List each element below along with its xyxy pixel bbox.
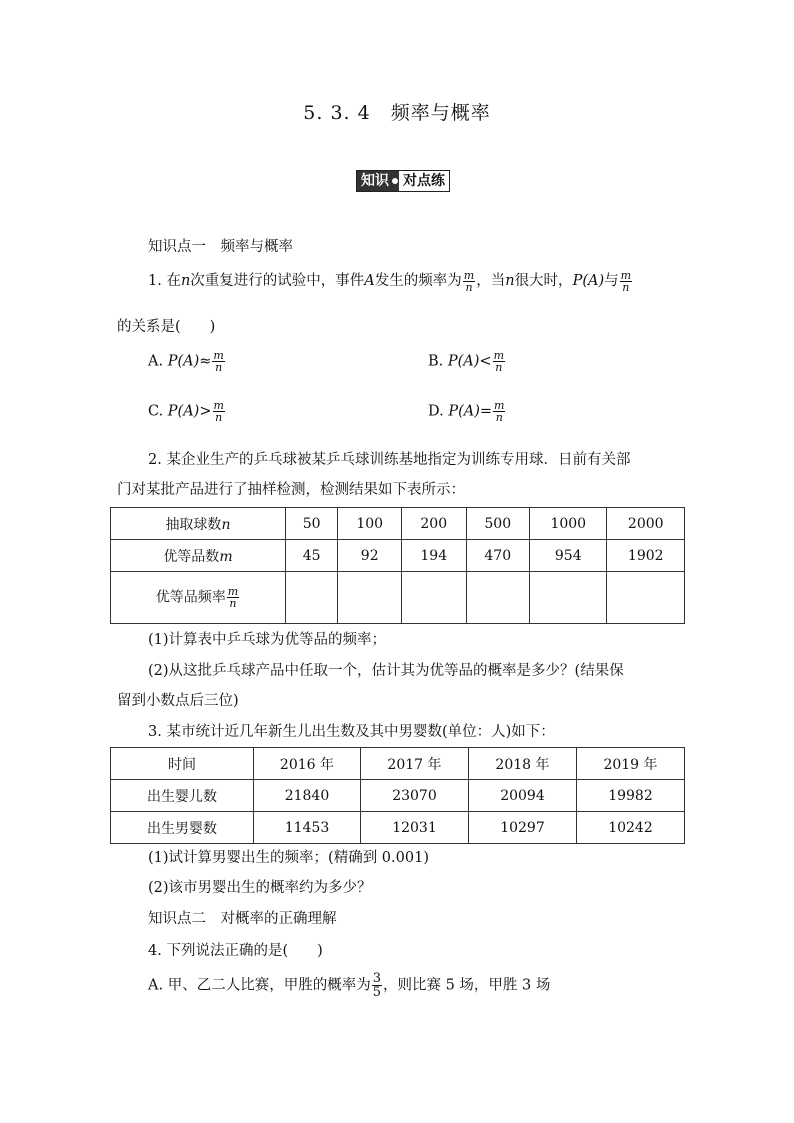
- table-header-cell: 2016 年: [253, 748, 360, 780]
- question-3-sub2: (2)该市男婴出生的概率约为多少？: [148, 880, 372, 896]
- page-title: 5. 3. 4 频率与概率: [303, 102, 491, 124]
- table-header-cell: 2018 年: [468, 748, 576, 780]
- table-cell-empty[interactable]: [401, 572, 466, 624]
- badge-left: 知识: [357, 171, 393, 191]
- table-cell: 194: [401, 540, 466, 572]
- question-2-sub2a: (2)从这批乒乓球产品中任取一个，估计其为优等品的概率是多少？(结果保: [148, 663, 624, 679]
- table-cell: 12031: [360, 812, 468, 844]
- fraction-3-5: $\frac{3}{5}$: [372, 971, 381, 1000]
- birth-table: [110, 747, 685, 844]
- table-cell-empty[interactable]: [285, 572, 338, 624]
- table-cell-empty[interactable]: [466, 572, 530, 624]
- fraction-m-n: $\frac{m}{n}$: [463, 268, 475, 294]
- question-3-line1: 3. 某市统计近几年新生儿出生数及其中男婴数(单位：人)如下：: [148, 724, 555, 740]
- question-4-line1: 4. 下列说法正确的是( ): [148, 943, 323, 959]
- option-b[interactable]: B. P(A)< $\frac{m}{n}$: [428, 349, 505, 374]
- table-header-cell: 2017 年: [360, 748, 468, 780]
- badge-right: 对点练: [399, 171, 449, 191]
- section-badge: [356, 170, 450, 192]
- table-cell: 10297: [468, 812, 576, 844]
- option-d[interactable]: D. P(A)= $\frac{m}{n}$: [428, 399, 505, 424]
- table-cell-empty[interactable]: [338, 572, 402, 624]
- table-cell: 1000: [530, 508, 607, 540]
- table-cell: 92: [338, 540, 402, 572]
- option-a[interactable]: A. P(A)≈ $\frac{m}{n}$: [148, 349, 224, 374]
- table-cell: 11453: [253, 812, 360, 844]
- question-4-option-a[interactable]: A. 甲、乙二人比赛，甲胜的概率为 $\frac{3}{5}$ ，则比赛 5 场，甲胜 3 场: [148, 971, 551, 1000]
- table-cell: 10242: [576, 812, 684, 844]
- table-cell: 1902: [607, 540, 685, 572]
- question-3-sub1: (1)试计算男婴出生的频率；(精确到 0.001): [148, 850, 429, 866]
- table-cell: 100: [338, 508, 402, 540]
- table-cell: 出生婴儿数: [111, 780, 254, 812]
- question-2-line1: 2. 某企业生产的乒乓球被某乒乓球训练基地指定为训练专用球．日前有关部: [148, 452, 631, 468]
- table-cell: 19982: [576, 780, 684, 812]
- table-cell-empty[interactable]: [530, 572, 607, 624]
- table-cell: 500: [466, 508, 530, 540]
- table-cell: 抽取球数n: [111, 508, 286, 540]
- table-cell: 954: [530, 540, 607, 572]
- section-heading-1: 知识点一 频率与概率: [148, 239, 293, 255]
- table-cell: 出生男婴数: [111, 812, 254, 844]
- table-cell: 21840: [253, 780, 360, 812]
- table-cell-empty[interactable]: [607, 572, 685, 624]
- table-cell: 470: [466, 540, 530, 572]
- table-cell: 45: [285, 540, 338, 572]
- section-heading-2: 知识点二 对概率的正确理解: [148, 911, 337, 927]
- question-2-sub2b: 留到小数点后三位): [117, 693, 239, 709]
- table-cell: 200: [401, 508, 466, 540]
- table-header-cell: 时间: [111, 748, 254, 780]
- pingpong-table: [110, 507, 685, 624]
- table-cell: 50: [285, 508, 338, 540]
- table-cell: 20094: [468, 780, 576, 812]
- table-cell: 2000: [607, 508, 685, 540]
- badge-dot-icon: [393, 171, 399, 191]
- table-header-cell: 2019 年: [576, 748, 684, 780]
- option-c[interactable]: C. P(A)> $\frac{m}{n}$: [148, 399, 224, 424]
- question-2-sub1: (1)计算表中乒乓球为优等品的频率；: [148, 632, 387, 648]
- table-cell: 优等品数m: [111, 540, 286, 572]
- question-2-line2: 门对某批产品进行了抽样检测，检测结果如下表所示：: [117, 482, 465, 498]
- question-1-line2: 的关系是( ): [117, 319, 216, 335]
- table-cell: 23070: [360, 780, 468, 812]
- question-1: 1. 在n次重复进行的试验中，事件A发生的频率为 $\frac{m}{n}$ ，当n很大时，P(A)与 $\frac{m}{n}$: [148, 268, 632, 294]
- table-cell: 优等品频率 $\frac{m}{n}$: [111, 572, 286, 624]
- fraction-m-n: $\frac{m}{n}$: [620, 268, 632, 294]
